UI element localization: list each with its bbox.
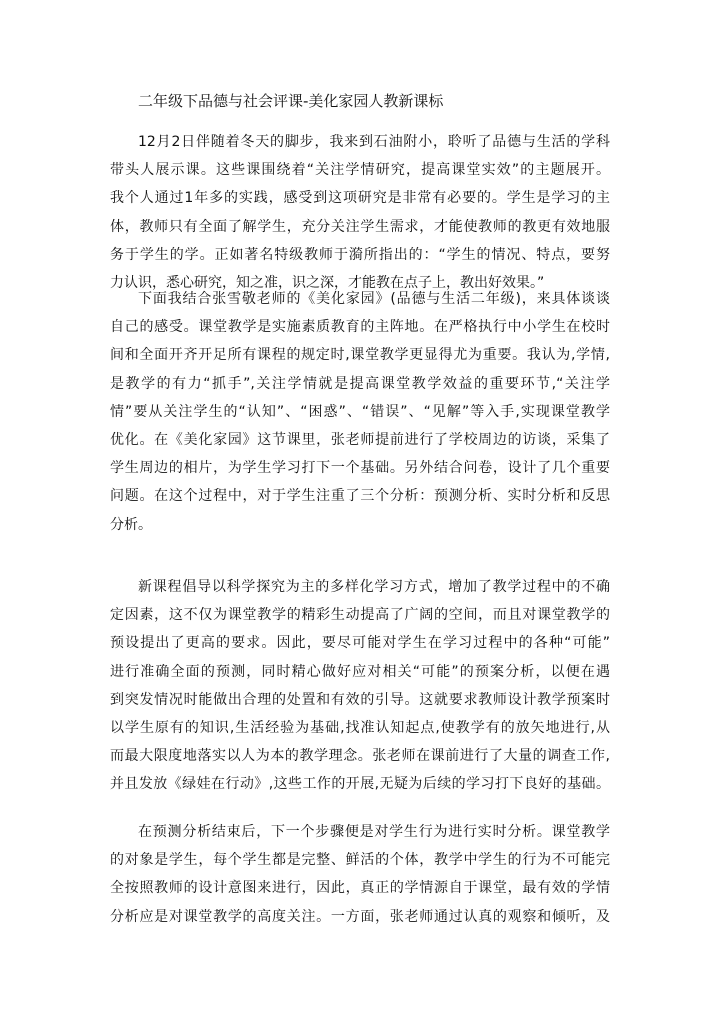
paragraph-line: 体，教师只有全面了解学生，充分关注学生需求，才能使教师的教更有效地服 (110, 218, 610, 235)
paragraph-line: 定因素，这不仅为课堂教学的精彩生动提高了广阔的空间，而且对课堂教学的 (110, 607, 610, 624)
paragraph-1 (110, 128, 610, 297)
paragraph-line: 情”要从关注学生的“认知”、“困惑”、“错误”、“见解”等入手,实现课堂教学 (110, 403, 610, 420)
paragraph-line: 下面我结合张雪敬老师的《美化家园》(品德与生活二年级)，来具体谈谈 (138, 291, 610, 307)
paragraph-line: 力认识，悉心研究，知之准，识之深，才能教在点子上，教出好效果。” (110, 274, 545, 291)
paragraph-2 (110, 285, 610, 539)
paragraph-line: 带头人展示课。这些课围绕着“关注学情研究，提高课堂实效”的主题展开。 (110, 162, 610, 179)
paragraph-line: 在预测分析结束后，下一个步骤便是对学生行为进行实时分析。课堂教学 (138, 824, 610, 840)
paragraph-line: 学生周边的相片，为学生学习打下一个基础。另外结合问卷，设计了几个重要 (110, 460, 610, 477)
paragraph-line: 自己的感受。课堂教学是实施素质教育的主阵地。在严格执行中小学生在校时 (110, 319, 610, 336)
paragraph-line: 的对象是学生，每个学生都是完整、鲜活的个体，教学中学生的行为不可能完 (110, 852, 610, 869)
document-title: 二年级下品德与社会评课-美化家园人教新课标 (138, 92, 444, 110)
paragraph-line: 进行准确全面的预测，同时精心做好应对相关“可能”的预案分析，以便在遇 (110, 663, 610, 680)
paragraph-line: 分析应是对课堂教学的高度关注。一方面，张老师通过认真的观察和倾听，及 (110, 908, 610, 925)
paragraph-line: 问题。在这个过程中，对于学生注重了三个分析：预测分析、实时分析和反思 (110, 488, 610, 505)
paragraph-line: 预设提出了更高的要求。因此，要尽可能对学生在学习过程中的各种“可能” (110, 635, 610, 652)
paragraph-4 (110, 818, 610, 931)
paragraph-line: 全按照教师的设计意图来进行，因此，真正的学情源自于课堂，最有效的学情 (110, 880, 610, 897)
paragraph-line: 务于学生的学。正如著名特级教师于漪所指出的：“学生的情况、特点，要努 (110, 246, 610, 263)
paragraph-line: 以学生原有的知识,生活经验为基础,找准认知起点,使教学有的放矢地进行,从 (110, 719, 610, 736)
paragraph-line: 新课程倡导以科学探究为主的多样化学习方式，增加了教学过程中的不确 (138, 579, 610, 595)
paragraph-line: 间和全面开齐开足所有课程的规定时,课堂教学更显得尤为重要。我认为,学情, (110, 347, 610, 364)
paragraph-line: 到突发情况时能做出合理的处置和有效的引导。这就要求教师设计教学预案时 (110, 691, 610, 708)
paragraph-line: 并且发放《绿娃在行动》,这些工作的开展,无疑为后续的学习打下良好的基础。 (110, 776, 610, 793)
paragraph-3 (110, 573, 610, 799)
paragraph-line: 我个人通过1年多的实践，感受到这项研究是非常有必要的。学生是学习的主 (110, 190, 610, 207)
paragraph-line: 分析。 (110, 516, 152, 533)
paragraph-line: 12月2日伴随着冬天的脚步，我来到石油附小，聆听了品德与生活的学科 (138, 134, 610, 150)
paragraph-line: 优化。在《美化家园》这节课里，张老师提前进行了学校周边的访谈，采集了 (110, 431, 610, 448)
paragraph-line: 是教学的有力“抓手”,关注学情就是提高课堂教学效益的重要环节,“关注学 (110, 375, 610, 392)
paragraph-line: 而最大限度地落实以人为本的教学理念。张老师在课前进行了大量的调查工作, (110, 748, 610, 765)
